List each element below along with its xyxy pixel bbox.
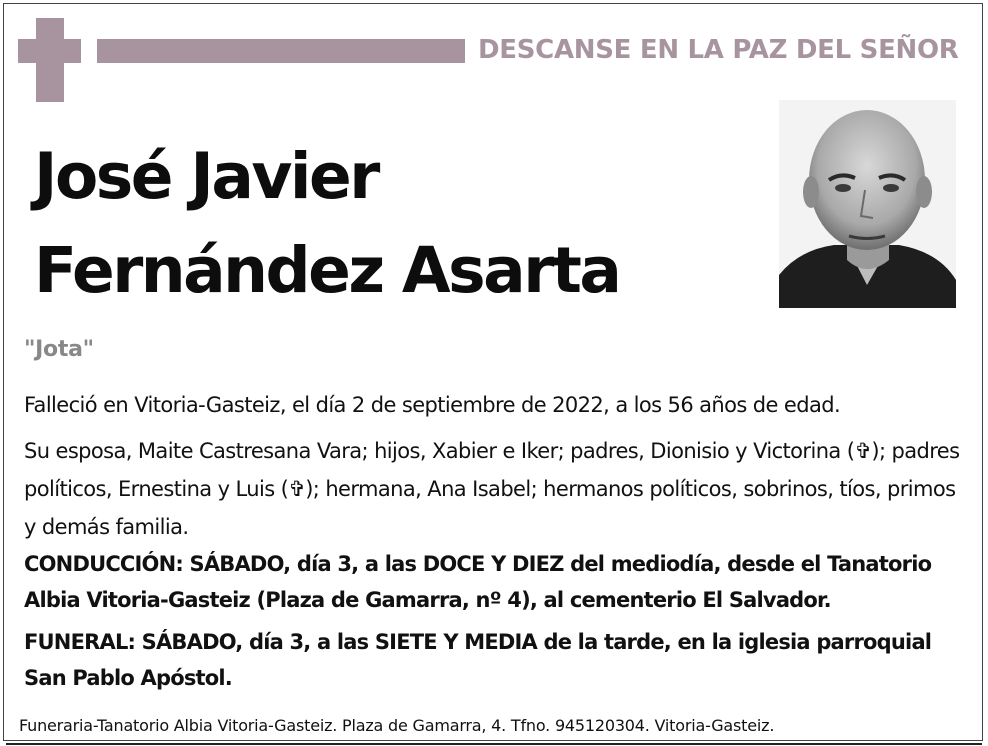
nickname: "Jota" xyxy=(24,337,94,362)
conduction-notice: CONDUCCIÓN: SÁBADO, día 3, a las DOCE Y DIEZ del mediodía, desde el Tanatorio Albia Vitoria-Gasteiz (Plaza de Gamarra, nº 4), al cementerio El Salvador. xyxy=(24,552,932,612)
funeral-home-footer: Funeraria-Tanatorio Albia Vitoria-Gasteiz. Plaza de Gamarra, 4. Tfno. 945120304. Vitoria-Gasteiz. xyxy=(19,716,775,735)
deceased-name xyxy=(34,130,754,318)
header-title: DESCANSE EN LA PAZ DEL SEÑOR xyxy=(478,35,959,65)
family-list: Su esposa, Maite Castresana Vara; hijos, Xabier e Iker; padres, Dionisio y Victorina (✞); padres políticos, Ernestina y Luis (✞); hermana, Ana Isabel; hermanos políticos, sobrinos, tíos, primos y demás familia. xyxy=(24,439,960,539)
funeral-notice: FUNERAL: SÁBADO, día 3, a las SIETE Y MEDIA de la tarde, en la iglesia parroquial San Pablo Apóstol. xyxy=(24,630,932,690)
death-notice: Falleció en Vitoria-Gasteiz, el día 2 de septiembre de 2022, a los 56 años de edad. xyxy=(24,393,841,417)
footer-rule xyxy=(6,743,982,745)
header-bar xyxy=(97,39,465,63)
name-line-2: Fernández Asarta xyxy=(34,234,620,307)
name-line-1: José Javier xyxy=(34,140,378,213)
portrait-photo xyxy=(779,100,956,308)
